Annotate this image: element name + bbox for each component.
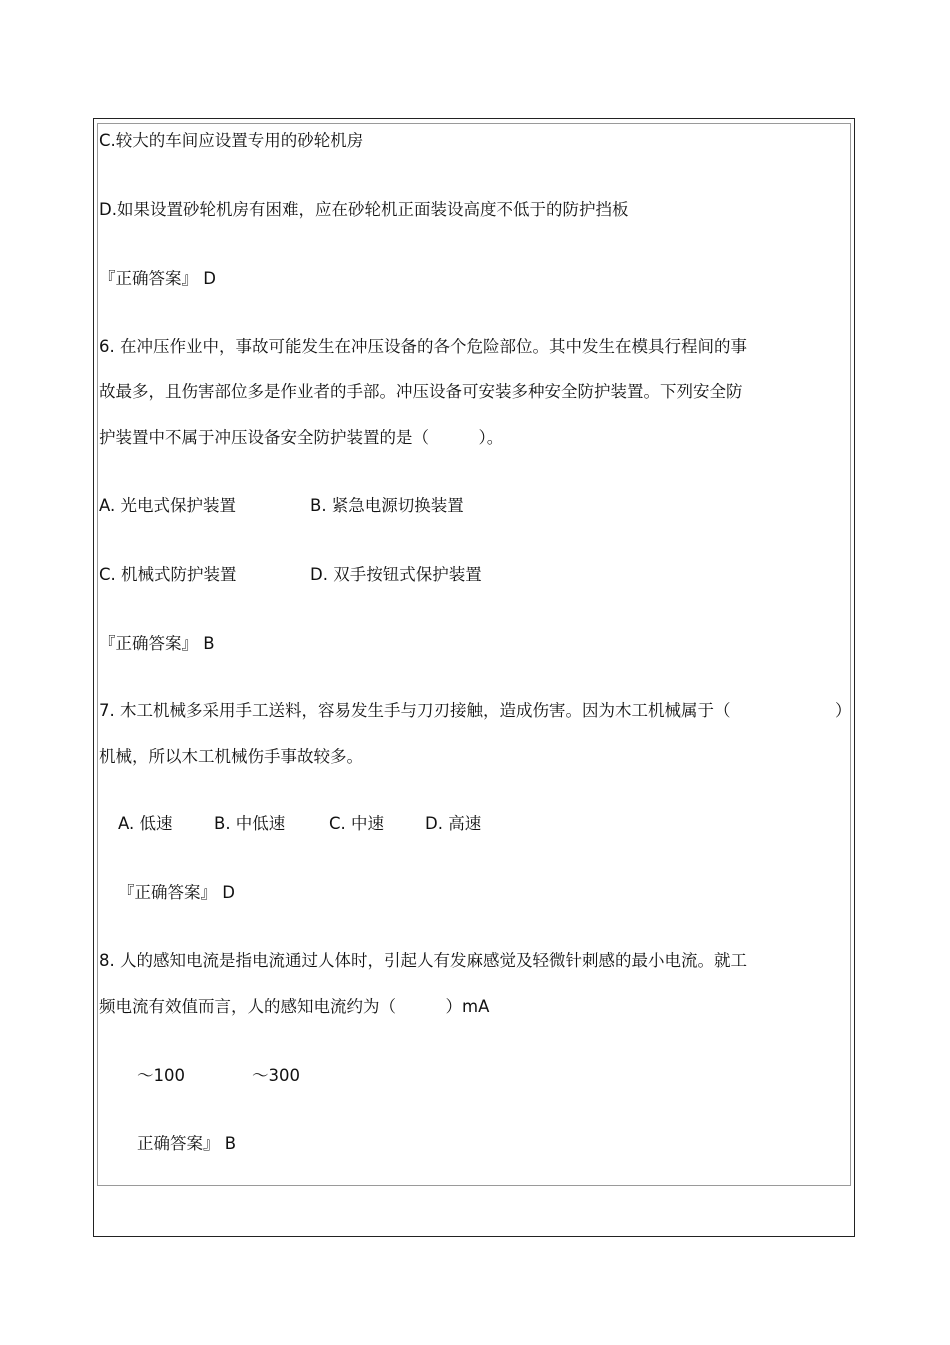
- question-7-line-1: 7. 木工机械多采用手工送料，容易发生手与刀刃接触，造成伤害。因为木工机械属于（: [99, 701, 731, 720]
- option-b-q7: B. 中低速: [214, 814, 286, 833]
- option-b-q6: B. 紧急电源切换装置: [310, 496, 464, 515]
- option-a-q6: A. 光电式保护装置: [99, 496, 236, 515]
- question-7-paren-close: ）: [835, 701, 852, 720]
- option-q8-first: ～100: [137, 1066, 185, 1085]
- question-6-line-2: 故最多，且伤害部位多是作业者的手部。冲压设备可安装多种安全防护装置。下列安全防: [99, 382, 743, 401]
- option-c-q6: C. 机械式防护装置: [99, 565, 237, 584]
- answer-q7: 『正确答案』 D: [118, 883, 235, 902]
- question-6-line-3: 护装置中不属于冲压设备安全防护装置的是（ ）。: [99, 428, 504, 447]
- question-8-line-2: 频电流有效值而言，人的感知电流约为（ ）mA: [99, 997, 490, 1016]
- question-7-line-2: 机械，所以木工机械伤手事故较多。: [99, 747, 363, 766]
- option-c-q7: C. 中速: [329, 814, 385, 833]
- option-d-q5: D.如果设置砂轮机房有困难，应在砂轮机正面装设高度不低于的防护挡板: [99, 200, 629, 219]
- answer-q8: 正确答案』 B: [137, 1134, 237, 1153]
- option-a-q7: A. 低速: [118, 814, 173, 833]
- answer-q5: 『正确答案』 D: [99, 269, 216, 288]
- option-d-q6: D. 双手按钮式保护装置: [310, 565, 482, 584]
- option-c-q5: C.较大的车间应设置专用的砂轮机房: [99, 131, 364, 150]
- question-8-line-1: 8. 人的感知电流是指电流通过人体时，引起人有发麻感觉及轻微针刺感的最小电流。就工: [99, 951, 747, 970]
- answer-q6: 『正确答案』 B: [99, 634, 215, 653]
- question-6-line-1: 6. 在冲压作业中，事故可能发生在冲压设备的各个危险部位。其中发生在模具行程间的事: [99, 337, 747, 356]
- option-q8-second: ～300: [252, 1066, 300, 1085]
- option-d-q7: D. 高速: [425, 814, 482, 833]
